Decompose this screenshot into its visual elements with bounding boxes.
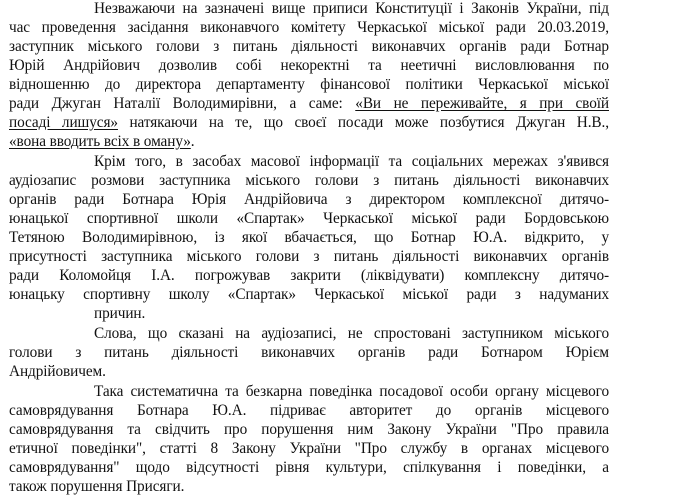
paragraph-4-line-2: самоврядування Ботнара Ю.А. підриває авторитет до органів місцевого [9, 402, 609, 419]
paragraph-2-line-9: причин. [94, 305, 146, 322]
paragraph-2-line-4: юнацької спортивної школи «Спартак» Черкаської міської ради Бордовською [9, 210, 609, 227]
paragraph-2-line-2: аудіозапис розмови заступника міського голови з питань діяльності виконавчих [9, 172, 609, 189]
paragraph-2-line-5: Тетяною Володимирівною, із якої вбачається, що Ботнар Ю.А. відкрито, у [9, 229, 609, 246]
paragraph-2-line-1: Крім того, в засобах масової інформації та соціальних мережах з'явився [94, 153, 609, 170]
paragraph-4-line-4: етичної поведінки", статті 8 Закону України "Про службу в органах місцевого [9, 440, 609, 457]
paragraph-1-line-1: Незважаючи на зазначені вище приписи Конституції і Законів України, під [94, 0, 609, 17]
paragraph-2-line-8: юнацьку спортивну школу «Спартак» Черкаської міської ради з надуманих [9, 286, 609, 303]
paragraph-4-line-1: Така систематична та безкарна поведінка посадової особи органу місцевого [94, 383, 609, 400]
paragraph-3-line-3: Андрійовичем. [9, 363, 106, 380]
paragraph-2-line-6: присутності заступника міського голови з питань діяльності виконавчих органів [9, 248, 609, 265]
paragraph-4-line-3: самоврядування та свідчить про порушення ним Закону України "Про правила [9, 421, 609, 438]
paragraph-1-line-4: Юрій Андрійович дозволив собі некоректні та неетичні висловлювання по [9, 57, 609, 74]
paragraph-4-line-6: також порушення Присяги. [9, 478, 185, 495]
paragraph-1-line-8: «вона вводить всіх в оману». [9, 133, 195, 150]
paragraph-3-line-2: голови з питань діяльності виконавчих органів ради Ботнаром Юрієм [9, 344, 609, 361]
paragraph-1-line-7: посаді лишуся» натякаючи на те, що своєї посади може позбутися Джуган Н.В., [9, 114, 609, 131]
paragraph-3-line-1: Слова, що сказані на аудіозаписі, не спростовані заступником міського [94, 325, 609, 342]
underlined-quote: «Ви не переживайте, я при своїй [355, 95, 609, 112]
paragraph-1-line-2: час проведення засідання виконавчого комітету Черкаської міської ради 20.03.2019, [9, 19, 609, 36]
underlined-quote: «вона вводить всіх в оману» [9, 133, 191, 150]
paragraph-1-line-6: ради Джуган Наталії Володимирівни, а саме: «Ви не переживайте, я при своїй [9, 95, 609, 112]
paragraph-1-line-5: відношенню до директора департаменту фінансової політики Черкаської міської [9, 76, 609, 93]
paragraph-2-line-3: органів ради Ботнара Юрія Андрійовича з директором комплексної дитячо- [9, 191, 609, 208]
paragraph-2-line-7: ради Коломойця І.А. погрожував закрити (ліквідувати) комплексну дитячо- [9, 267, 609, 284]
paragraph-4-line-5: самоврядування" щодо відсутності рівня культури, спілкування і поведінки, а [9, 459, 609, 476]
underlined-quote: посаді лишуся» [9, 114, 118, 131]
paragraph-1-line-3: заступник міського голови з питань діяльності виконавчих органів ради Ботнар [9, 38, 609, 55]
